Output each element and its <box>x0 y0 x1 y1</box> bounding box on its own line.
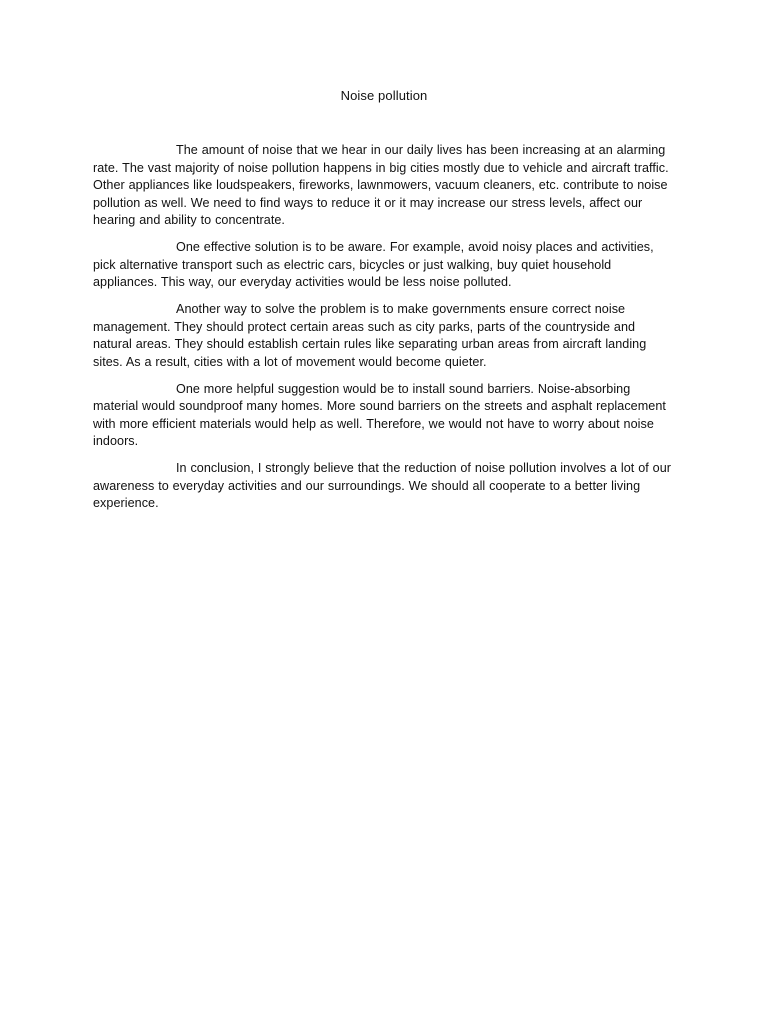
paragraph-awareness: One effective solution is to be aware. For example, avoid noisy places and activities, pick alternative transport such as electric cars, bicycles or just walking, buy quiet household appliances. This way, our everyday activities would be less noise polluted. <box>93 240 654 289</box>
paragraph-government: Another way to solve the problem is to make governments ensure correct noise management. They should protect certain areas such as city parks, parts of the countryside and natural areas. They should establish certain rules like separating urban areas from aircraft landing sites. As a result, cities with a lot of movement would become quieter. <box>93 302 647 369</box>
paragraph-conclusion: In conclusion, I strongly believe that the reduction of noise pollution involves a lot of our awareness to everyday activities and our surroundings. We should all cooperate to a better living experience. <box>93 461 671 510</box>
document-title: Noise pollution <box>340 88 428 103</box>
paragraph-sound-barriers: One more helpful suggestion would be to install sound barriers. Noise-absorbing material would soundproof many homes. More sound barriers on the streets and asphalt replacement with more efficient materials would help as well. Therefore, we would not have to worry about noise indoors. <box>93 381 666 448</box>
paragraph-introduction: The amount of noise that we hear in our daily lives has been increasing at an alarming rate. The vast majority of noise pollution happens in big cities mostly due to vehicle and aircraft traffic. Other appliances like loudspeakers, fireworks, lawnmowers, vacuum cleaners, etc. contribute to noise pollution as well. We need to find ways to reduce it or it may increase our stress levels, affect our hearing and ability to concentrate. <box>93 143 669 227</box>
document-body <box>93 142 677 522</box>
